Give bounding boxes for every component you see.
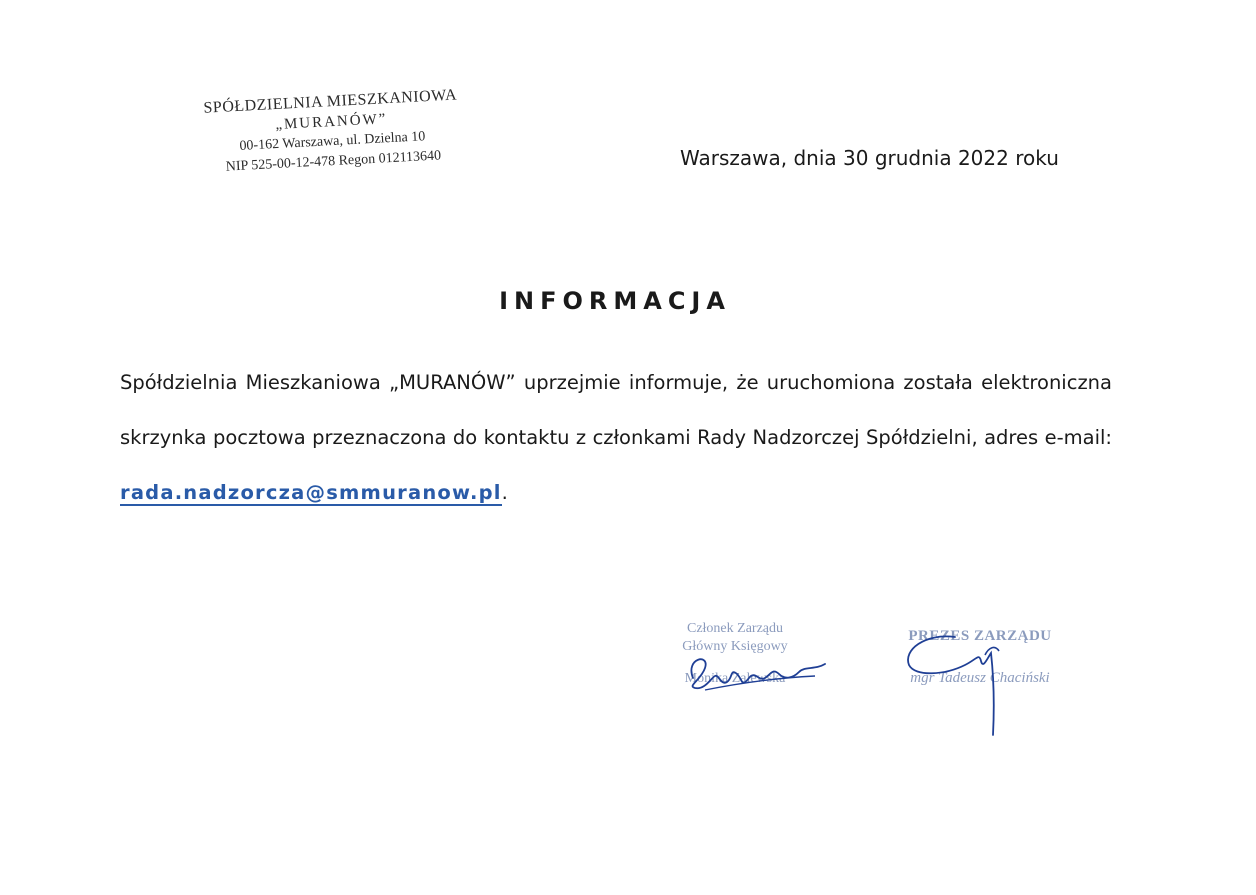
stamp-line-address: 00-162 Warszawa, ul. Dzielna 10 [239, 129, 426, 154]
signature-right-name: mgr Tadeusz Chaciński [910, 670, 1050, 686]
signature-left-role2: Główny Księgowy [682, 639, 788, 654]
email-link[interactable]: rada.nadzorcza@smmuranow.pl [120, 481, 502, 504]
signature-right-role: PREZES ZARZĄDU [908, 628, 1052, 644]
body-text: Spółdzielnia Mieszkaniowa „MURANÓW” uprzejmie informuje, że uruchomiona została elektroniczna skrzynka pocztowa przeznaczona do kontaktu z członkami Rady Nadzorczej Spółdzielni, adres e-mail: [120, 371, 1112, 449]
document-date: Warszawa, dnia 30 grudnia 2022 roku [680, 146, 1059, 170]
signature-left-role1: Członek Zarządu [686, 621, 783, 636]
document-title: INFORMACJA [499, 287, 731, 315]
body-end: . [501, 481, 508, 504]
stamp-line-brand: „MURANÓW” [274, 111, 388, 134]
signature-left-name: Monika Zalewska [684, 671, 786, 686]
body-paragraph [120, 355, 1112, 520]
handwritten-signature-left [675, 648, 835, 698]
stamp-line-nip: NIP 525-00-12-478 Regon 012113640 [225, 148, 442, 175]
handwritten-signature-right [895, 625, 1035, 745]
stamp-line-name: SPÓŁDZIELNIA MIESZKANIOWA [203, 86, 458, 117]
cooperative-stamp [180, 84, 484, 180]
